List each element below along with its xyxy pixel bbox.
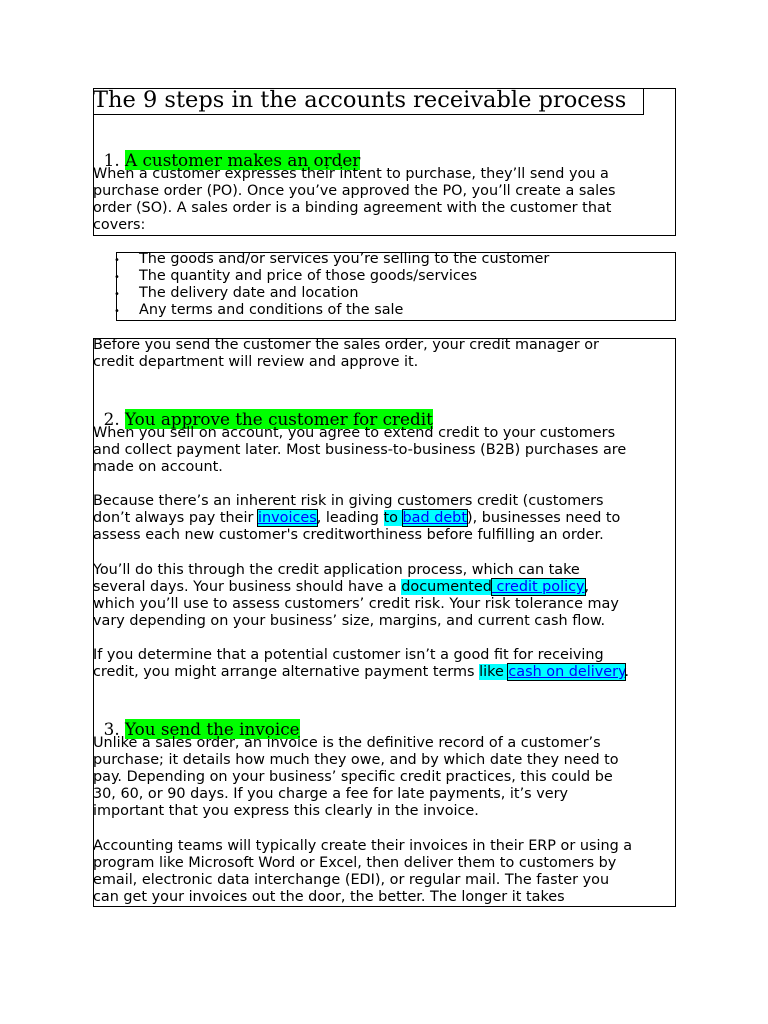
step3-para1-line: important that you express this clearly in the invoice. xyxy=(93,803,479,819)
step1-para-line: purchase order (PO). Once you’ve approved the PO, you’ll create a sales xyxy=(93,183,616,199)
step2-para4-line xyxy=(93,664,629,681)
text-run: to xyxy=(383,510,398,526)
bad-debt-link[interactable]: bad debt xyxy=(402,510,467,526)
invoices-link[interactable]: invoices xyxy=(258,510,317,526)
text-run: , xyxy=(584,579,590,595)
step2-para1-line: When you sell on account, you agree to extend credit to your customers xyxy=(93,425,616,441)
step1-after-line: Before you send the customer the sales order, your credit manager or xyxy=(93,337,599,353)
step1-para-line: When a customer expresses their intent to purchase, they’ll send you a xyxy=(93,166,609,182)
step3-number: 3. xyxy=(103,719,126,739)
bullet-glyph: • xyxy=(114,255,120,266)
step3-para2-line: email, electronic data interchange (EDI), or regular mail. The faster you xyxy=(93,872,610,888)
step2-para3-line: which you’ll use to assess customers’ credit risk. Your risk tolerance may xyxy=(93,596,619,612)
step3-para1-line: Unlike a sales order, an invoice is the definitive record of a customer’s xyxy=(93,735,601,751)
step2-para1-line: made on account. xyxy=(93,459,223,475)
page-title: The 9 steps in the accounts receivable process xyxy=(93,87,627,113)
text-run: , leading xyxy=(316,510,384,526)
step2-heading xyxy=(93,389,433,429)
step2-para2-line: assess each new customer's creditworthiness before fulfilling an order. xyxy=(93,527,604,543)
step3-heading-text: You send the invoice xyxy=(125,719,300,739)
text-run: several days. Your business should have a xyxy=(93,579,402,595)
credit-policy-link[interactable]: credit policy xyxy=(491,579,585,595)
step3-para1-line: purchase; it details how much they owe, and by which date they need to xyxy=(93,752,619,768)
step2-para2-line xyxy=(93,510,620,527)
text-run: documented xyxy=(401,579,492,595)
list-item: The quantity and price of those goods/services xyxy=(139,268,478,284)
step3-para2-line: program like Microsoft Word or Excel, then deliver them to customers by xyxy=(93,855,617,871)
step2-para2-line: Because there’s an inherent risk in giving customers credit (customers xyxy=(93,493,604,509)
bullet-glyph: • xyxy=(114,306,120,317)
step2-para1-line: and collect payment later. Most business-to-business (B2B) purchases are xyxy=(93,442,627,458)
list-item: Any terms and conditions of the sale xyxy=(139,302,404,318)
step1-para-line: covers: xyxy=(93,217,146,233)
bullet-glyph: • xyxy=(114,272,120,283)
step1-heading-text: A customer makes an order xyxy=(125,150,361,170)
step2-heading-text: You approve the customer for credit xyxy=(125,409,433,429)
text-run xyxy=(398,510,403,526)
step3-para2-line: Accounting teams will typically create their invoices in their ERP or using a xyxy=(93,838,633,854)
text-run: ), businesses need to xyxy=(466,510,621,526)
step3-heading xyxy=(93,699,300,739)
step1-number: 1. xyxy=(103,150,126,170)
step3-para2-line: can get your invoices out the door, the better. The longer it takes xyxy=(93,889,565,905)
step3-para1-line: pay. Depending on your business’ specific credit practices, this could be xyxy=(93,769,613,785)
step2-para3-line xyxy=(93,579,589,596)
step3-para1-line: 30, 60, or 90 days. If you charge a fee for late payments, it’s very xyxy=(93,786,569,802)
text-run: credit, you might arrange alternative payment terms xyxy=(93,664,480,680)
step2-number: 2. xyxy=(103,409,126,429)
bullet-glyph: • xyxy=(114,289,120,300)
cash-on-delivery-link[interactable]: cash on delivery xyxy=(508,664,625,680)
step2-para4-line: If you determine that a potential customer isn’t a good fit for receiving xyxy=(93,647,604,663)
list-item: The delivery date and location xyxy=(139,285,359,301)
text-run: don’t always pay their xyxy=(93,510,258,526)
step2-para3-line: You’ll do this through the credit application process, which can take xyxy=(93,562,580,578)
step2-para3-line: vary depending on your business’ size, margins, and current cash flow. xyxy=(93,613,606,629)
list-item: The goods and/or services you’re selling to the customer xyxy=(139,251,550,267)
text-run: like xyxy=(479,664,509,680)
text-run: . xyxy=(624,664,630,680)
step1-heading xyxy=(93,130,360,170)
step1-after-line: credit department will review and approve it. xyxy=(93,354,419,370)
step1-para-line: order (SO). A sales order is a binding agreement with the customer that xyxy=(93,200,612,216)
